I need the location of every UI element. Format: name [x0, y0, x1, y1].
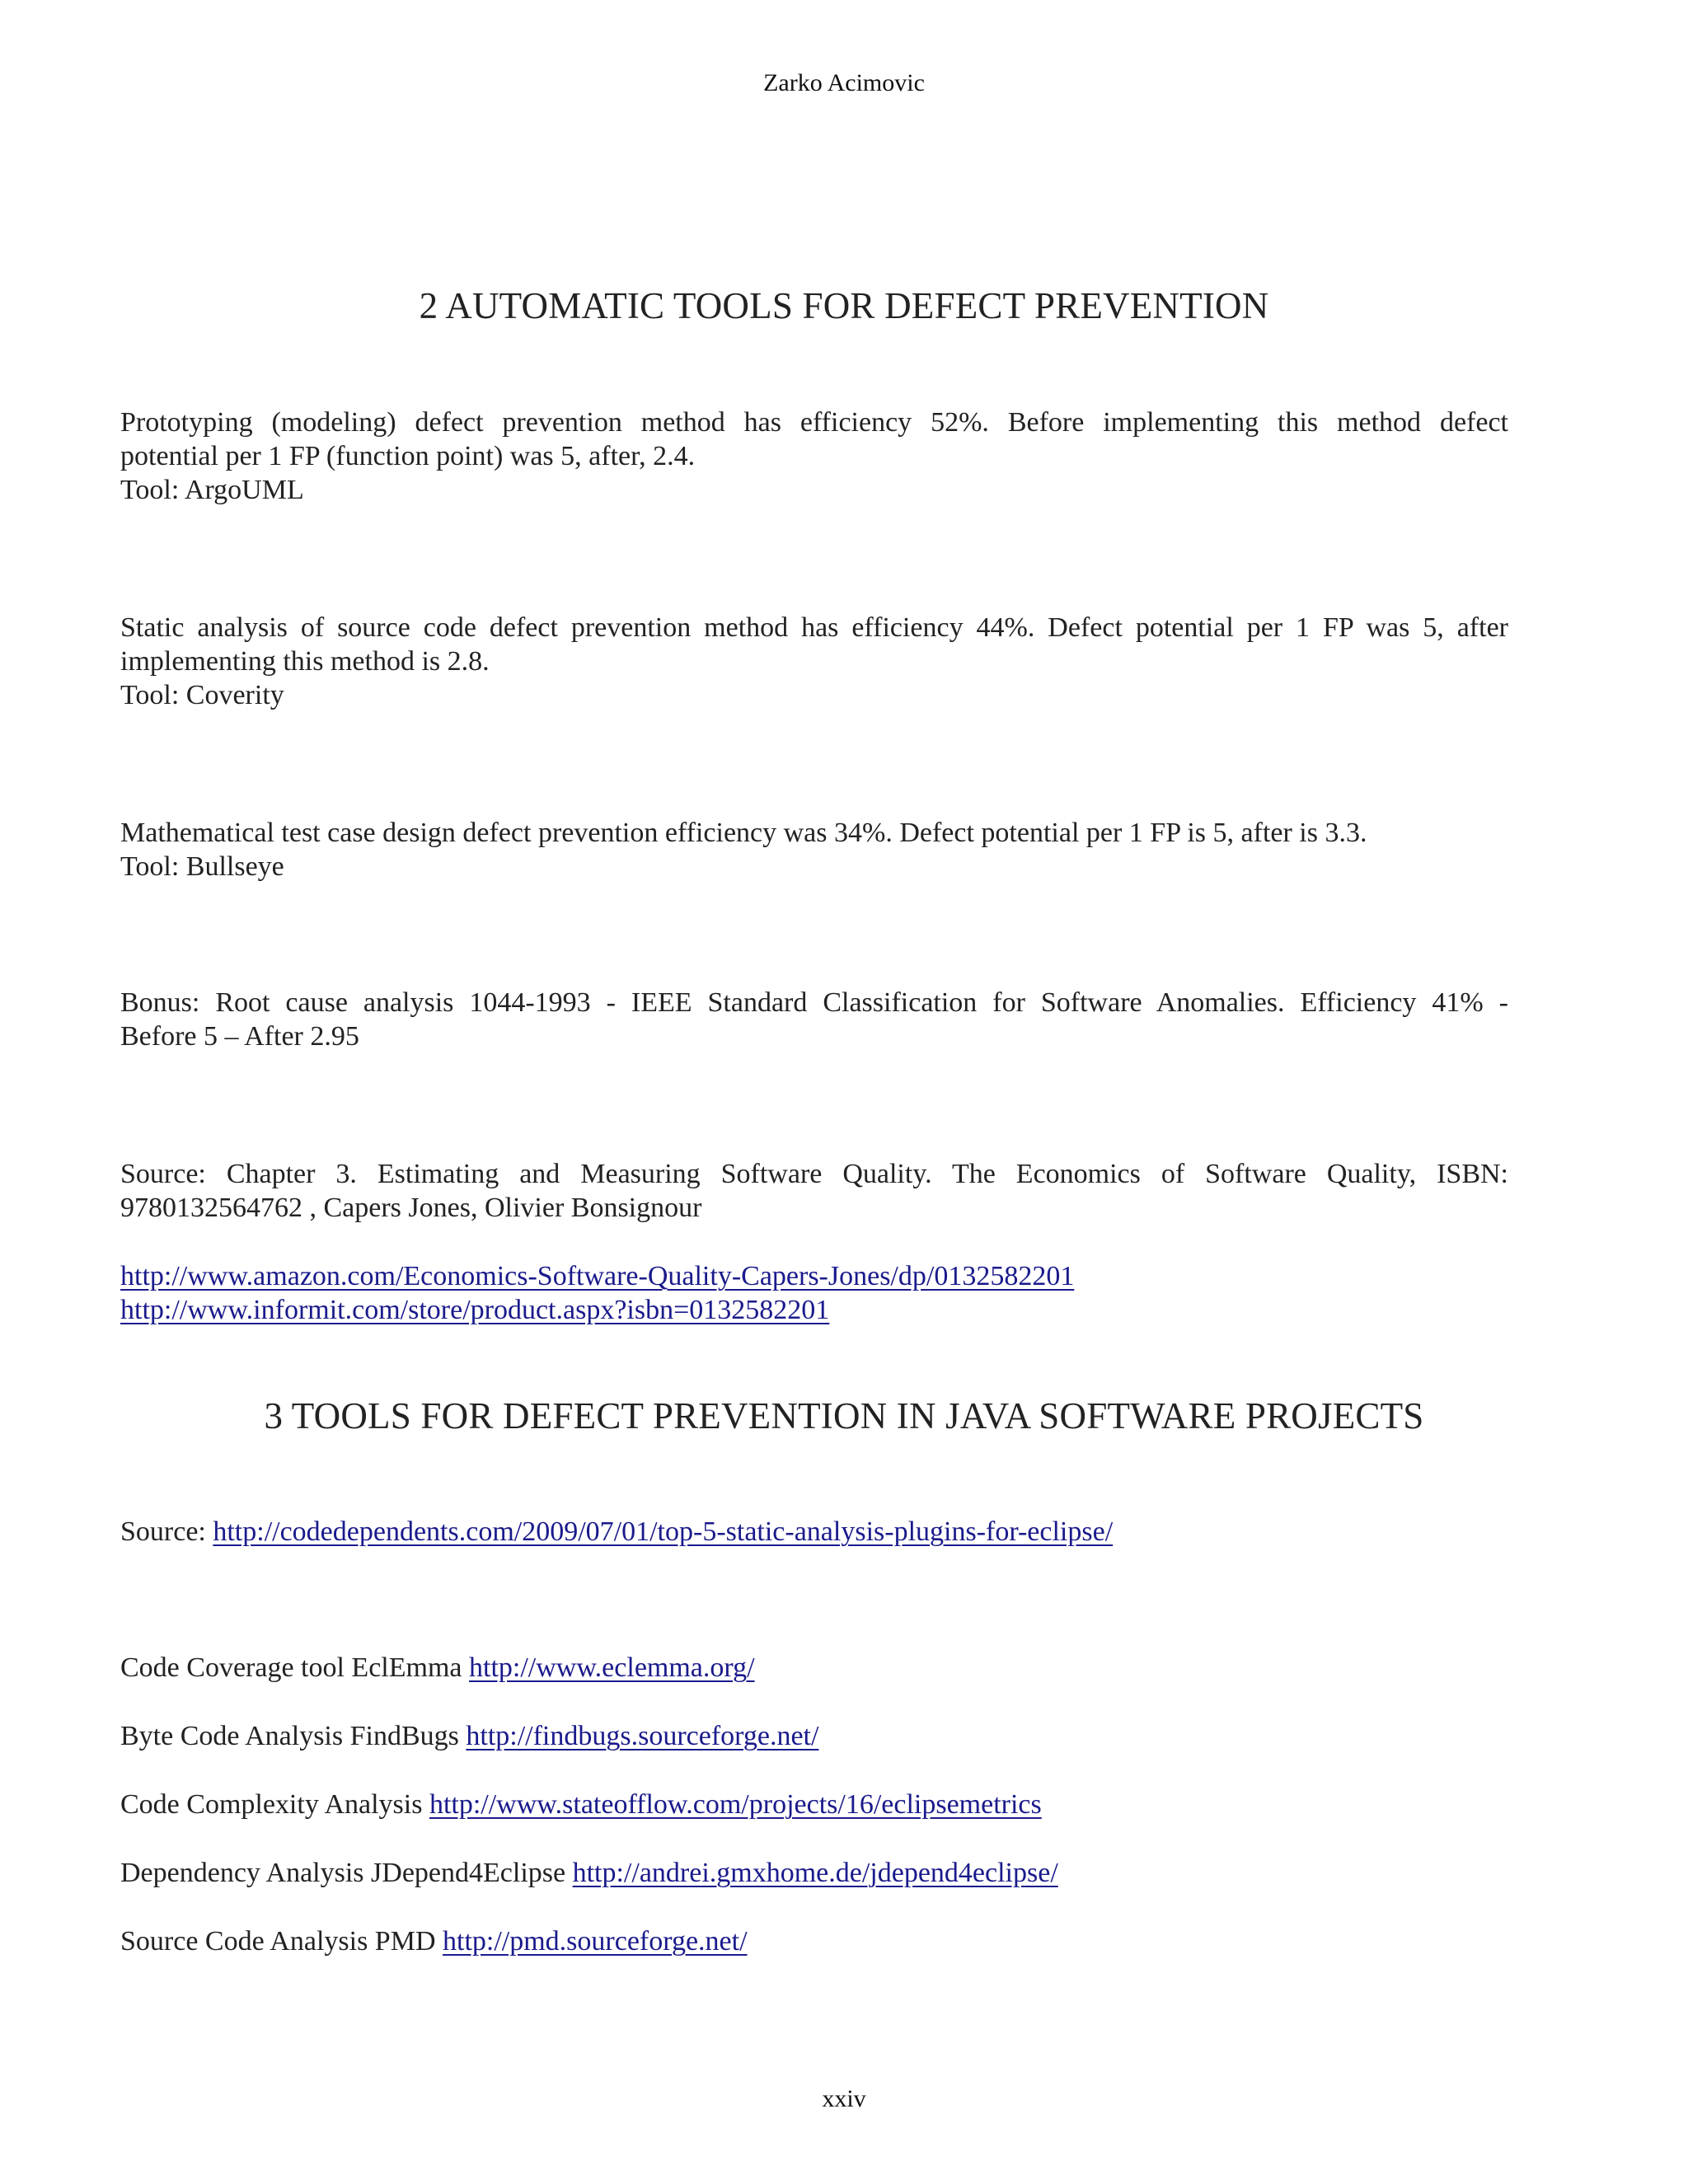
bonus-line-1: Bonus: Root cause analysis 1044-1993 - IEEE Standard Classification for Software Anomalies. Efficiency 41% - — [120, 987, 1508, 1018]
tool-label-pmd: Source Code Analysis PMD — [120, 1926, 443, 1957]
section-3-source — [120, 1515, 1508, 1549]
pmd-link[interactable]: http://pmd.sourceforge.net/ — [443, 1926, 748, 1957]
bonus-line-2: Before 5 – After 2.95 — [120, 1021, 359, 1052]
amazon-link[interactable]: http://www.amazon.com/Economics-Software-Quality-Capers-Jones/dp/0132582201 — [120, 1261, 1075, 1291]
static-tool: Tool: Coverity — [120, 680, 284, 710]
eclipsemetrics-link[interactable]: http://www.stateofflow.com/projects/16/eclipsemetrics — [429, 1789, 1042, 1820]
mathematical-line-1: Mathematical test case design defect prevention efficiency was 34%. Defect potential per 1 FP is 5, after is 3.3. — [120, 818, 1367, 848]
tool-label-complexity: Code Complexity Analysis — [120, 1789, 429, 1820]
page-header-author: Zarko Acimovic — [763, 69, 925, 96]
tool-item — [120, 1788, 1508, 1821]
section-3-title: 3 TOOLS FOR DEFECT PREVENTION IN JAVA SOFTWARE PROJECTS — [264, 1395, 1424, 1436]
mathematical-paragraph — [120, 816, 1508, 883]
bonus-paragraph — [120, 986, 1508, 1053]
mathematical-tool: Tool: Bullseye — [120, 851, 284, 882]
tool-label-eclemma: Code Coverage tool EclEmma — [120, 1652, 469, 1683]
tool-item — [120, 1651, 1508, 1685]
static-analysis-paragraph — [120, 611, 1508, 712]
eclemma-link[interactable]: http://www.eclemma.org/ — [469, 1652, 755, 1683]
tool-label-jdepend: Dependency Analysis JDepend4Eclipse — [120, 1858, 573, 1888]
section-3-source-label: Source: — [120, 1516, 213, 1547]
static-line-2: implementing this method is 2.8. — [120, 646, 490, 677]
page-number: xxiv — [822, 2085, 866, 2112]
tool-label-findbugs: Byte Code Analysis FindBugs — [120, 1721, 467, 1751]
source-paragraph — [120, 1157, 1508, 1225]
reference-links — [120, 1259, 1508, 1327]
tool-item — [120, 1856, 1508, 1890]
prototyping-tool: Tool: ArgoUML — [120, 475, 304, 505]
prototyping-paragraph — [120, 405, 1508, 507]
source-line-1: Source: Chapter 3. Estimating and Measuring Software Quality. The Economics of Software Quality, ISBN: — [120, 1159, 1508, 1189]
findbugs-link[interactable]: http://findbugs.sourceforge.net/ — [466, 1721, 819, 1751]
static-line-1: Static analysis of source code defect prevention method has efficiency 44%. Defect potential per 1 FP was 5, after — [120, 612, 1508, 643]
tool-item — [120, 1924, 1508, 1958]
source-line-2: 9780132564762 , Capers Jones, Olivier Bonsignour — [120, 1193, 702, 1223]
prototyping-line-1: Prototyping (modeling) defect prevention method has efficiency 52%. Before implementing this method defect — [120, 407, 1508, 438]
tool-item — [120, 1719, 1508, 1753]
section-2-title: 2 AUTOMATIC TOOLS FOR DEFECT PREVENTION — [419, 285, 1269, 326]
prototyping-line-2: potential per 1 FP (function point) was 5, after, 2.4. — [120, 441, 696, 471]
codedependents-link[interactable]: http://codedependents.com/2009/07/01/top-5-static-analysis-plugins-for-eclipse/ — [213, 1516, 1114, 1547]
informit-link[interactable]: http://www.informit.com/store/product.aspx?isbn=0132582201 — [120, 1295, 830, 1325]
jdepend4eclipse-link[interactable]: http://andrei.gmxhome.de/jdepend4eclipse/ — [572, 1858, 1058, 1888]
